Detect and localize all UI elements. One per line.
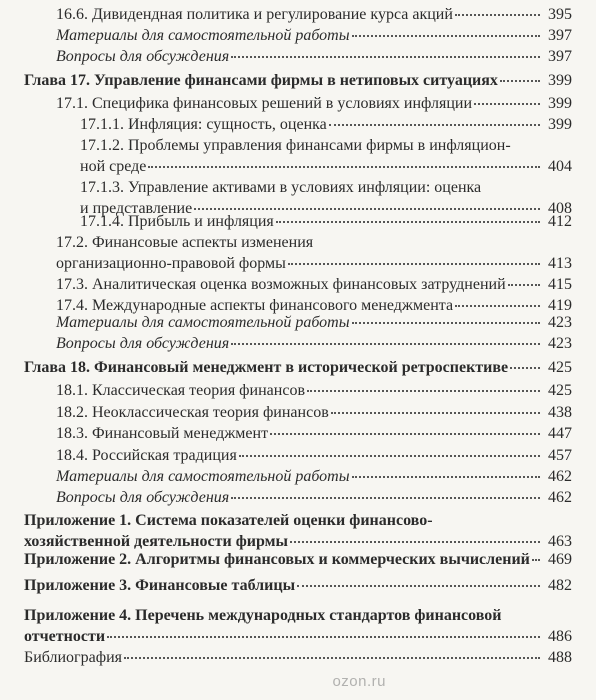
toc-entry-title: ной среде <box>80 158 147 175</box>
toc-entry <box>56 445 572 466</box>
dot-leader <box>352 475 540 478</box>
toc-entry-title: Материалы для самостоятельной работы <box>56 27 350 44</box>
toc-entry-title: Вопросы для обсуждения <box>56 489 230 506</box>
dot-leader <box>231 342 540 345</box>
toc-entry-page: 482 <box>548 577 572 594</box>
toc-entry <box>24 647 572 668</box>
toc-entry-page: 462 <box>548 489 572 506</box>
toc-entry-title: 17.2. Финансовые аспекты изменения <box>56 234 314 251</box>
toc-entry-title: Библиография <box>24 649 122 666</box>
dot-leader <box>455 13 540 16</box>
dot-leader <box>508 283 540 286</box>
toc-entry <box>24 357 572 378</box>
dot-leader <box>107 635 540 638</box>
toc-entry <box>56 232 572 274</box>
toc-entry-title: 17.4. Международные аспекты финансового менеджмента <box>56 297 454 314</box>
dot-leader <box>500 79 540 82</box>
toc-entry <box>56 380 572 401</box>
toc-entry-page: 408 <box>548 200 572 217</box>
dot-leader <box>276 220 540 223</box>
dot-leader <box>290 540 540 543</box>
toc-entry-title: Материалы для самостоятельной работы <box>56 314 350 331</box>
toc-entry <box>56 423 572 444</box>
dot-leader <box>194 207 540 210</box>
toc-entry-title: Глава 18. Финансовый менеджмент в исторической ретроспективе <box>24 359 509 376</box>
toc-entry-page: 462 <box>548 468 572 485</box>
toc-entry <box>80 114 572 135</box>
dot-leader <box>297 584 540 587</box>
ozon-watermark: ozon.ru <box>332 673 386 690</box>
toc-entry <box>56 487 572 508</box>
toc-entry <box>56 402 572 423</box>
dot-leader <box>331 411 540 414</box>
dot-leader <box>352 34 540 37</box>
toc-entry-title: организационно-правовой формы <box>56 255 286 272</box>
toc-entry-title: Вопросы для обсуждения <box>56 335 230 352</box>
toc-entry-title: 18.3. Финансовый менеджмент <box>56 425 269 442</box>
toc-entry-title: и представление <box>80 200 193 217</box>
toc-entry-page: 457 <box>548 447 572 464</box>
toc-entry-page: 438 <box>548 404 572 421</box>
toc-entry-page: 463 <box>548 533 572 550</box>
dot-leader <box>329 123 540 126</box>
toc-entry <box>80 211 572 232</box>
toc-entry-title: 18.4. Российская традиция <box>56 447 237 464</box>
toc-entry-page: 412 <box>548 213 572 230</box>
toc-entry-title: Приложение 3. Финансовые таблицы <box>24 577 296 594</box>
toc-entry-page: 399 <box>548 72 572 89</box>
dot-leader <box>474 102 540 105</box>
toc-entry-page: 423 <box>548 335 572 352</box>
dot-leader <box>288 262 540 265</box>
toc-entry <box>56 93 572 114</box>
toc-entry-title: 16.6. Дивидендная политика и регулирование курса акций <box>56 6 453 23</box>
toc-entry-page: 425 <box>548 359 572 376</box>
dot-leader <box>148 165 540 168</box>
toc-entry-page: 447 <box>548 425 572 442</box>
dot-leader <box>231 496 540 499</box>
toc-entry-title: 17.1.4. Прибыль и инфляция <box>80 213 274 230</box>
toc-entry-title: 17.3. Аналитическая оценка возможных финансовых затруднений <box>56 276 506 293</box>
toc-entry-page: 415 <box>548 276 572 293</box>
toc-entry-page: 425 <box>548 382 572 399</box>
toc-entry-page: 397 <box>548 48 572 65</box>
toc-entry-title: отчетности <box>24 628 106 645</box>
toc-entry-title: 17.1.1. Инфляция: сущность, оценка <box>80 116 327 133</box>
toc-entry-page: 397 <box>548 27 572 44</box>
toc-entry <box>56 25 572 46</box>
toc-entry-page: 423 <box>548 314 572 331</box>
toc-entry-page: 469 <box>548 551 572 568</box>
toc-entry <box>56 46 572 67</box>
toc-entry <box>56 274 572 295</box>
toc-entry-title: хозяйственной деятельности фирмы <box>24 533 289 550</box>
toc-entry <box>24 549 572 570</box>
toc-entry <box>24 575 572 596</box>
dot-leader <box>231 55 540 58</box>
toc-entry-title: Материалы для самостоятельной работы <box>56 468 350 485</box>
toc-entry <box>56 466 572 487</box>
toc-entry-page: 395 <box>548 6 572 23</box>
dot-leader <box>510 366 540 369</box>
toc-entry-page: 419 <box>548 297 572 314</box>
dot-leader <box>352 321 540 324</box>
toc-entry-page: 404 <box>548 158 572 175</box>
dot-leader <box>455 304 540 307</box>
toc-entry-page: 488 <box>548 649 572 666</box>
toc-entry-title: 18.1. Классическая теория финансов <box>56 382 305 399</box>
toc-entry <box>24 605 572 647</box>
toc-entry <box>56 333 572 354</box>
dot-leader <box>270 432 540 435</box>
dot-leader <box>239 454 540 457</box>
toc-entry <box>80 135 572 177</box>
dot-leader <box>124 656 540 659</box>
toc-entry-title: 17.1.3. Управление активами в условиях инфляции: оценка <box>80 179 482 196</box>
toc-entry-page: 413 <box>548 255 572 272</box>
toc-entry-title: 18.2. Неоклассическая теория финансов <box>56 404 329 421</box>
toc-entry-title: 17.1.2. Проблемы управления финансами фирмы в инфляцион- <box>80 137 511 154</box>
dot-leader <box>532 558 540 561</box>
toc-entry-title: Глава 17. Управление финансами фирмы в нетиповых ситуациях <box>24 72 498 89</box>
toc-entry <box>24 510 572 552</box>
toc-entry-page: 399 <box>548 95 572 112</box>
dot-leader <box>307 389 540 392</box>
toc-entry-title: 17.1. Специфика финансовых решений в условиях инфляции <box>56 95 473 112</box>
toc-entry-page: 486 <box>548 628 572 645</box>
toc-entry-title: Приложение 2. Алгоритмы финансовых и коммерческих вычислений <box>24 551 530 568</box>
toc-entry-title: Приложение 1. Система показателей оценки финансово- <box>24 512 433 529</box>
toc-entry-page: 399 <box>548 116 572 133</box>
toc-entry-title: Приложение 4. Перечень международных стандартов финансовой <box>24 607 502 624</box>
toc-entry-title: Вопросы для обсуждения <box>56 48 230 65</box>
toc-entry <box>56 312 572 333</box>
toc-entry <box>24 70 572 91</box>
toc-entry <box>56 4 572 25</box>
